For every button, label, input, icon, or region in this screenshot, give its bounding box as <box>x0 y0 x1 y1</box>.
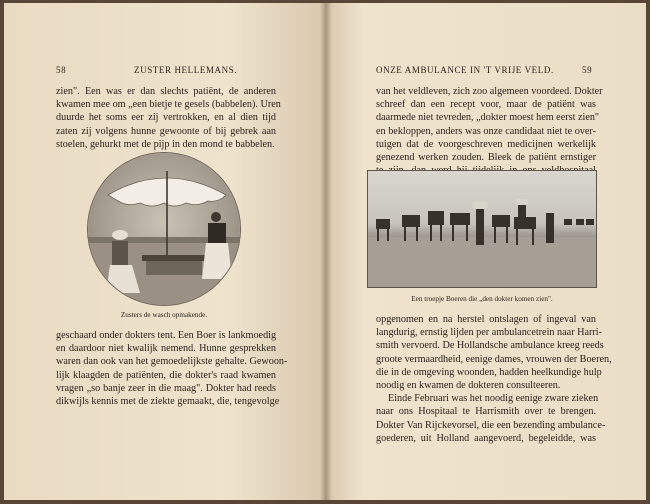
text-line: langdurig, ernstig lijden per ambulancetrein naar Harri- <box>376 327 603 339</box>
text-line: smith vervoerd. De Hollandsche ambulance kreeg reeds <box>376 340 604 352</box>
text-line: lijk klaagden de patiënten, die dokter's raad kwamen <box>56 369 276 381</box>
text-line: tuigen dat de voorgeschreven medicijnen werkelijk <box>376 138 596 150</box>
left-page-number: 58 <box>56 65 67 75</box>
book-gutter <box>320 3 332 500</box>
text-line: naar ons Hospitaal te Harrismith over te brengen. <box>376 406 596 418</box>
text-line: opgenomen en na herstel ontslagen of ingeval van <box>376 314 596 325</box>
text-line: zien". Een was er dan slechts patiënt, de anderen <box>56 86 276 97</box>
text-line: stoelen, gehurkt met de pijp in den mond te babbelen. <box>56 138 275 150</box>
right-page <box>324 3 646 500</box>
text-line: van het veldleven, zich zoo algemeen voordeed. Dokter <box>376 86 603 97</box>
text-line: zaten zij volgens hunne gewoonte of bij gebrek aan <box>56 125 276 137</box>
boer-horsemen-photo <box>368 171 596 287</box>
left-photo-caption: Zusters de wasch opmakende. <box>120 311 208 319</box>
book-spread <box>4 3 646 500</box>
nurses-laundry-photo <box>88 153 240 305</box>
left-running-head: ZUSTER HELLEMANS. <box>134 65 238 75</box>
boer-horsemen-illustration <box>368 171 596 287</box>
text-line: goederen, uit Holland aangevoerd, begeleidde, was <box>376 432 596 444</box>
left-page <box>4 3 324 500</box>
right-photo-caption: Een troepje Boeren die „den dokter komen zien". <box>411 295 553 303</box>
text-line: Dokter Van Rijckevorsel, die een bezending ambulance- <box>376 419 606 431</box>
right-page-number: 59 <box>582 65 593 75</box>
text-line: dikwijls kennis met de ziekte gemaakt, die, tengevolge <box>56 396 280 408</box>
text-line: vragen „so banje zeer in die maag". Dokter had reeds <box>56 382 276 394</box>
text-line: noodig en kwamen de dokteren consulteeren. <box>376 380 561 392</box>
nurses-laundry-illustration <box>88 153 240 305</box>
right-bottom-text <box>376 313 612 445</box>
text-line: schreef dan een recept voor, maar de patiënt was <box>376 99 596 111</box>
text-line: duurde het soms eer zij vertrokken, en al dien tijd <box>56 112 276 124</box>
text-line: genezend werken zouden. Bleek de patiënt ernstiger <box>376 152 596 164</box>
text-line: geschaard onder dokters tent. Een Boer is lankmoedig <box>56 330 277 341</box>
text-line: die in de omgeving woonden, hadden heelkundige hulp <box>376 366 602 378</box>
text-line: en daardoor niet kwalijk nemend. Hunne gesprekken <box>56 343 276 355</box>
text-line: daarmede niet tevreden, „dokter moest hem eerst zien" <box>376 112 600 124</box>
right-running-head: ONZE AMBULANCE IN 'T VRIJE VELD. <box>376 65 554 75</box>
text-line: Einde Februari was het noodig eenige zware zieken <box>388 393 599 405</box>
text-line: en bekloppen, anders was onze candidaat niet te over- <box>376 125 596 137</box>
text-line: groote vermaardheid, eenige dames, vrouwen der Boeren, <box>376 353 612 365</box>
text-line: waren dan ook van het gemoedelijkste gehalte. Gewoon- <box>56 356 288 368</box>
text-line: kwamen mee om „een bietje te gesels (babbelen). Uren <box>56 99 281 111</box>
left-top-text <box>56 85 281 151</box>
left-bottom-text <box>56 329 288 408</box>
right-top-text <box>376 85 603 177</box>
